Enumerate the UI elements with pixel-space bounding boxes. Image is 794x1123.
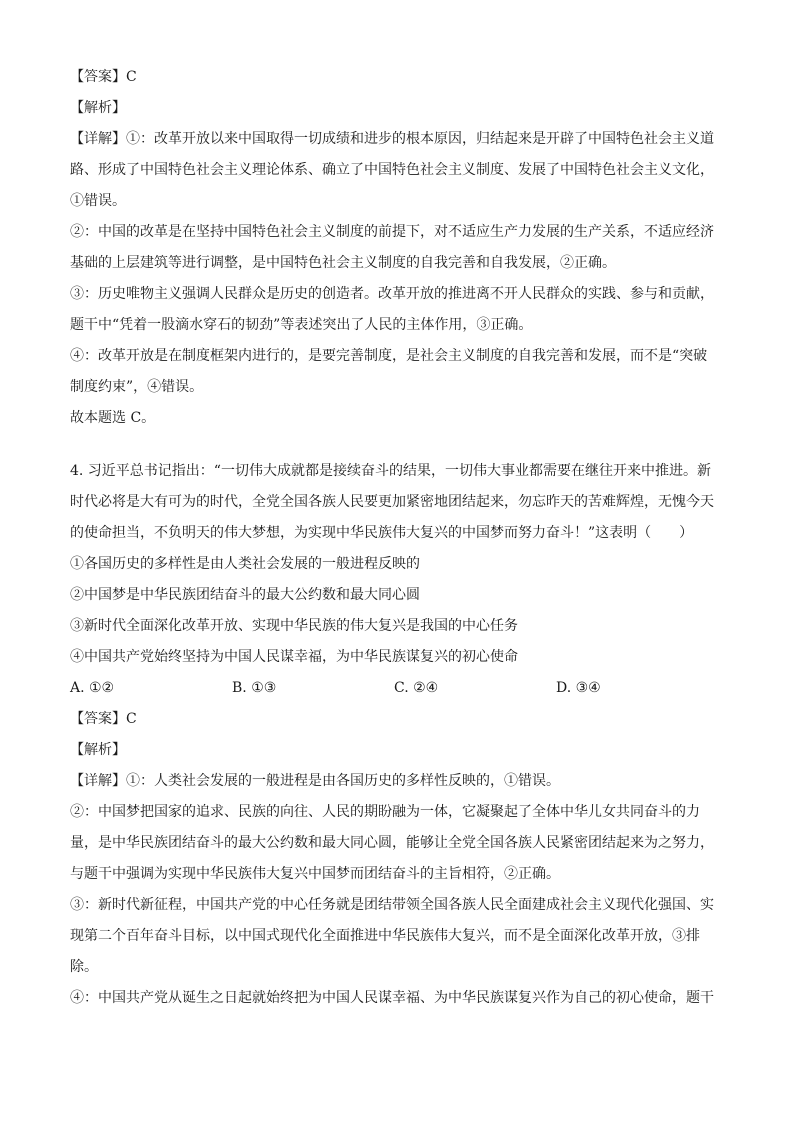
- q4-option-a: A. ①②: [70, 680, 115, 696]
- q3-analysis-heading: 【解析】: [70, 100, 126, 116]
- q4-detail-line: ④：中国共产党从诞生之日起就始终把为中国人民谋幸福、为中华民族谋复兴作为自己的初心使命，题干: [70, 990, 714, 1006]
- q4-answer: 【答案】C: [70, 711, 137, 727]
- q3-detail-line: ③：历史唯物主义强调人民群众是历史的创造者。改革开放的推进离不开人民群众的实践、参与和贡献，: [70, 286, 714, 302]
- question-4: [70, 456, 730, 1014]
- q4-detail-line: 与题干中强调为实现中华民族伟大复兴中国梦而团结奋斗的主旨相符，②正确。: [70, 866, 560, 882]
- q3-conclusion: 故本题选 C。: [70, 410, 156, 426]
- q4-option-d: D. ③④: [556, 680, 601, 696]
- q4-detail-line: ②：中国梦把国家的追求、民族的向往、人民的期盼融为一体，它凝聚起了全体中华儿女共同奋斗的力: [70, 804, 700, 820]
- q4-stem-line: 4. 习近平总书记指出：“一切伟大成就都是接续奋斗的结果，一切伟大事业都需要在继往开来中推进。新: [70, 463, 711, 479]
- q4-stem-line: 时代必将是大有可为的时代，全党全国各族人民要更加紧密地团结起来，勿忘昨天的苦难辉煌，无愧今天: [70, 494, 714, 510]
- q4-statement-4: ④中国共产党始终坚持为中国人民谋幸福，为中华民族谋复兴的初心使命: [70, 649, 518, 665]
- q3-detail-line: ①错误。: [70, 193, 126, 209]
- question-3-solution: [70, 62, 730, 434]
- q4-detail-line: 【详解】①：人类社会发展的一般进程是由各国历史的多样性反映的，①错误。: [70, 773, 560, 789]
- q3-detail-line: ④：改革开放是在制度框架内进行的，是要完善制度，是社会主义制度的自我完善和发展，而不是“突破: [70, 348, 708, 364]
- q4-statement-1: ①各国历史的多样性是由人类社会发展的一般进程反映的: [70, 556, 420, 572]
- q4-statement-3: ③新时代全面深化改革开放、实现中华民族的伟大复兴是我国的中心任务: [70, 618, 518, 634]
- q3-detail-line: 基础的上层建筑等进行调整，是中国特色社会主义制度的自我完善和自我发展，②正确。: [70, 255, 616, 271]
- q3-detail-line: 路、形成了中国特色社会主义理论体系、确立了中国特色社会主义制度、发展了中国特色社会主义文化，: [70, 162, 714, 178]
- q4-stem-line: 的使命担当，不负明天的伟大梦想，为实现中华民族伟大复兴的中国梦而努力奋斗！”这表明（ ）: [70, 525, 694, 541]
- q4-detail-line: ③：新时代新征程，中国共产党的中心任务就是团结带领全国各族人民全面建成社会主义现代化强国、实: [70, 897, 714, 913]
- document-page: [70, 62, 730, 1014]
- q3-detail-line: 制度约束”，④错误。: [70, 379, 204, 395]
- q4-statement-2: ②中国梦是中华民族团结奋斗的最大公约数和最大同心圆: [70, 587, 420, 603]
- q4-detail-line: 除。: [70, 959, 98, 975]
- q3-answer: 【答案】C: [70, 69, 137, 85]
- q4-option-c: C. ②④: [394, 680, 439, 696]
- q4-detail-line: 量，是中华民族团结奋斗的最大公约数和最大同心圆，能够让全党全国各族人民紧密团结起来为之努力，: [70, 835, 714, 851]
- q3-detail-line: ②：中国的改革是在坚持中国特色社会主义制度的前提下，对不适应生产力发展的生产关系，不适应经济: [70, 224, 714, 240]
- q3-detail-line: 【详解】①：改革开放以来中国取得一切成绩和进步的根本原因，归结起来是开辟了中国特色社会主义道: [70, 131, 714, 147]
- q4-detail-line: 现第二个百年奋斗目标，以中国式现代化全面推进中华民族伟大复兴，而不是全面深化改革开放，③排: [70, 928, 700, 944]
- q4-options: [70, 673, 730, 704]
- q4-analysis-heading: 【解析】: [70, 742, 126, 758]
- q4-option-b: B. ①③: [232, 680, 277, 696]
- q3-detail-line: 题干中“凭着一股滴水穿石的韧劲”等表述突出了人民的主体作用，③正确。: [70, 317, 533, 333]
- section-gap: [70, 434, 730, 456]
